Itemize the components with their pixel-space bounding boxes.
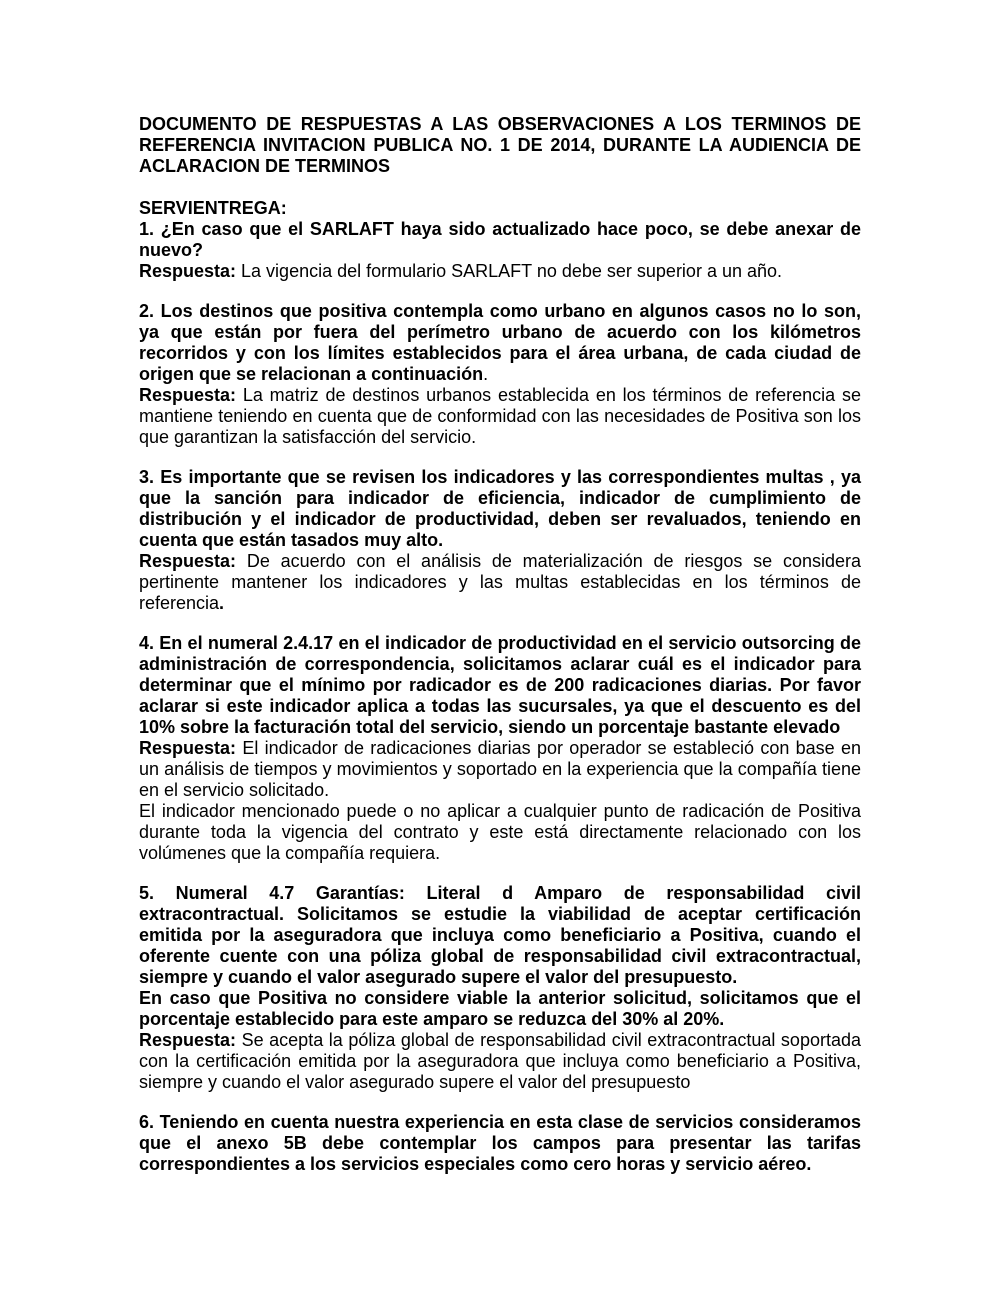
qa-block-5 xyxy=(139,883,861,1093)
answer-1-text: La vigencia del formulario SARLAFT no debe ser superior a un año. xyxy=(236,261,783,281)
question-2 xyxy=(139,301,861,385)
qa-block-2 xyxy=(139,301,861,448)
answer-2 xyxy=(139,385,861,448)
question-4: 4. En el numeral 2.4.17 en el indicador de productividad en el servicio outsorcing de administración de correspondencia, solicitamos aclarar cuál es el indicador para determinar que el mínimo por radicador es de 200 radicaciones diarias. Por favor aclarar si este indicador aplica a todas las sucursales, ya que el descuento es del 10% sobre la facturación total del servicio, siendo un porcentaje bastante elevado xyxy=(139,633,861,737)
qa-block-1 xyxy=(139,198,861,282)
question-5: 5. Numeral 4.7 Garantías: Literal d Amparo de responsabilidad civil extracontractual. Solicitamos se estudie la viabilidad de aceptar certificación emitida por la aseguradora que incluya como beneficiario a Positiva, cuando el oferente cuente con una póliza global de responsabilidad civil extracontractual, siempre y cuando el valor asegurado supere el valor del presupuesto. xyxy=(139,883,861,987)
answer-3-period: . xyxy=(219,593,225,613)
question-2-period: . xyxy=(483,364,489,384)
question-6: 6. Teniendo en cuenta nuestra experiencia en esta clase de servicios consideramos que el anexo 5B debe contemplar los campos para presentar las tarifas correspondientes a los servicios especiales como cero horas y servicio aéreo. xyxy=(139,1112,861,1174)
answer-4-text: El indicador de radicaciones diarias por operador se estableció con base en un análisis de tiempos y movimientos y soportado en la experiencia que la compañía tiene en el servicio solicitado. xyxy=(139,738,861,800)
answer-label: Respuesta: xyxy=(139,551,237,571)
answer-4 xyxy=(139,738,861,801)
answer-5 xyxy=(139,1030,861,1093)
answer-5-text: Se acepta la póliza global de responsabilidad civil extracontractual soportada con la certificación emitida por la aseguradora que incluya como beneficiario a Positiva, siempre y cuando el valor asegurado supere el valor del presupuesto xyxy=(139,1030,861,1092)
answer-3 xyxy=(139,551,861,614)
qa-block-3 xyxy=(139,467,861,614)
answer-label: Respuesta: xyxy=(139,385,237,405)
answer-label: Respuesta: xyxy=(139,738,237,758)
document-title: DOCUMENTO DE RESPUESTAS A LAS OBSERVACIONES A LOS TERMINOS DE REFERENCIA INVITACION PUBLICA NO. 1 DE 2014, DURANTE LA AUDIENCIA DE ACLARACION DE TERMINOS xyxy=(139,114,861,176)
qa-block-6 xyxy=(139,1112,861,1175)
answer-4-continued: El indicador mencionado puede o no aplicar a cualquier punto de radicación de Positiva durante toda la vigencia del contrato y este está directamente relacionado con los volúmenes que la compañía requiera. xyxy=(139,801,861,863)
question-3: 3. Es importante que se revisen los indicadores y las correspondientes multas , ya que la sanción para indicador de eficiencia, indicador de cumplimiento de distribución y el indicador de productividad, deben ser revaluados, teniendo en cuenta que están tasados muy alto. xyxy=(139,467,861,550)
question-1: 1. ¿En caso que el SARLAFT haya sido actualizado hace poco, se debe anexar de nuevo? xyxy=(139,219,861,260)
answer-3-text: De acuerdo con el análisis de materialización de riesgos se considera pertinente mantener los indicadores y las multas establecidas en los términos de referencia xyxy=(139,551,861,613)
qa-block-4 xyxy=(139,633,861,864)
question-5-continued: En caso que Positiva no considere viable la anterior solicitud, solicitamos que el porcentaje establecido para este amparo se reduzca del 30% al 20%. xyxy=(139,988,861,1029)
answer-2-text: La matriz de destinos urbanos establecida en los términos de referencia se mantiene teniendo en cuenta que de conformidad con las necesidades de Positiva son los que garantizan la satisfacción del servicio. xyxy=(139,385,861,447)
answer-1 xyxy=(139,261,861,282)
answer-label: Respuesta: xyxy=(139,261,237,281)
title-block xyxy=(139,114,861,177)
answer-label: Respuesta: xyxy=(139,1030,237,1050)
company-heading: SERVIENTREGA: xyxy=(139,198,287,218)
question-2-text: 2. Los destinos que positiva contempla como urbano en algunos casos no lo son, ya que están por fuera del perímetro urbano de acuerdo con los kilómetros recorridos y con los límites establecidos para el área urbana, de cada ciudad de origen que se relacionan a continuación xyxy=(139,301,861,384)
